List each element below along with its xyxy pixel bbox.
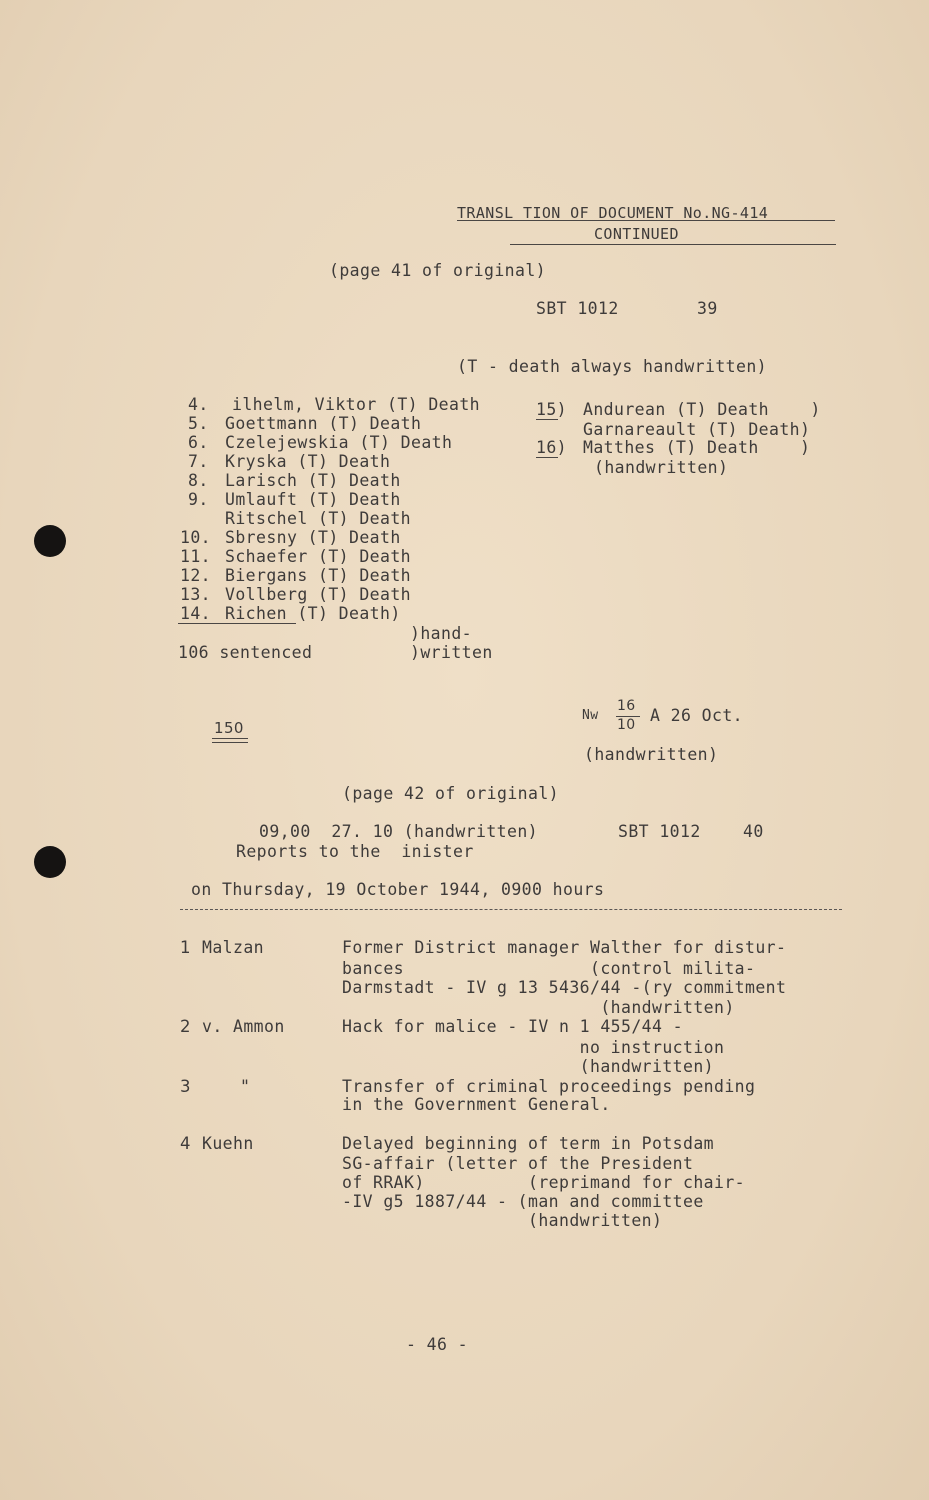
list-item: Ritschel (T) Death (225, 509, 412, 528)
item-number: 4 (180, 1134, 191, 1153)
list-number: 9. (188, 490, 209, 509)
nw-handwritten-note: (handwritten) (584, 745, 719, 764)
item-line: (handwritten) (342, 1211, 663, 1230)
document-subtitle: CONTINUED (594, 225, 679, 243)
list-number: 6. (188, 433, 209, 452)
item-line: in the Government General. (342, 1095, 611, 1114)
list-item: Vollberg (T) Death (225, 585, 412, 604)
list-number: 16) (536, 438, 568, 457)
list-number: 5. (188, 414, 209, 433)
tally-underline-1 (212, 738, 248, 739)
handwritten-note: (T - death always handwritten) (457, 357, 768, 376)
number-underline (536, 419, 558, 420)
tally-underline-2 (212, 742, 248, 743)
list-number: 4. (188, 395, 209, 414)
subtitle-underline (510, 244, 836, 245)
item-name: Kuehn (202, 1134, 254, 1153)
handwritten-bracket-2: )written (410, 643, 493, 662)
list-number: 10. (180, 528, 212, 547)
list-item: (handwritten) (594, 458, 729, 477)
number-underline (536, 457, 558, 458)
list-item: Biergans (T) Death (225, 566, 412, 585)
handwritten-bracket-1: )hand- (410, 624, 473, 643)
page-number: - 46 - (406, 1335, 469, 1354)
document-title: TRANSL TION OF DOCUMENT No.NG-414 (457, 204, 769, 222)
item-line: -IV g5 1887/44 - (man and committee (342, 1192, 704, 1211)
item-line: (handwritten) (342, 998, 735, 1017)
list-item: Umlauft (T) Death (225, 490, 401, 509)
list-item: Larisch (T) Death (225, 471, 401, 490)
item-name: Malzan (202, 938, 265, 957)
list-item: Kryska (T) Death (225, 452, 391, 471)
sentenced-count: 106 sentenced (178, 643, 313, 662)
nw-prefix: Nw (582, 708, 599, 723)
list-number: 14. (180, 604, 212, 623)
item-line: SG-affair (letter of the President (342, 1154, 694, 1173)
page-41-reference: (page 41 of original) (329, 261, 547, 280)
title-underline (457, 220, 835, 221)
item-line: no instruction (342, 1038, 725, 1057)
page-42-sbt-ref: SBT 1012 (618, 822, 701, 841)
item-name: v. Ammon (202, 1017, 285, 1036)
list-number: 12. (180, 566, 212, 585)
page-41-sbt-ref: SBT 1012 (536, 299, 619, 318)
list-underline (178, 623, 296, 624)
list-item: Sbresny (T) Death (225, 528, 401, 547)
list-number: 7. (188, 452, 209, 471)
page-42-reference: (page 42 of original) (342, 784, 560, 803)
nw-date: A 26 Oct. (650, 706, 744, 725)
item-line: (handwritten) (342, 1057, 715, 1076)
list-number: 13. (180, 585, 212, 604)
item-line: Darmstadt - IV g 13 5436/44 -(ry commitment (342, 978, 787, 997)
item-line: Hack for malice - IV n 1 455/44 - (342, 1017, 684, 1036)
list-item: Andurean (T) Death ) (583, 400, 821, 419)
item-line: Transfer of criminal proceedings pending (342, 1077, 756, 1096)
list-number: 15) (536, 400, 568, 419)
nw-fraction-bottom: 10 (617, 717, 636, 733)
list-number: 8. (188, 471, 209, 490)
item-line: Former District manager Walther for distur- (342, 938, 787, 957)
list-item: Czelejewskia (T) Death (225, 433, 453, 452)
item-number: 1 (180, 938, 191, 957)
list-item: Schaefer (T) Death (225, 547, 412, 566)
list-item: Matthes (T) Death ) (583, 438, 811, 457)
punch-hole-bottom (34, 846, 66, 878)
punch-hole-top (34, 525, 66, 557)
handwritten-tally: 150 (214, 719, 244, 737)
page-42-sbt-number: 40 (743, 822, 764, 841)
list-item: Richen (T) Death) (225, 604, 401, 623)
separator-dashed (180, 909, 842, 910)
list-item: Garnareault (T) Death) (583, 420, 811, 439)
item-line: of RRAK) (reprimand for chair- (342, 1173, 746, 1192)
item-name: " (240, 1077, 251, 1096)
list-item: ilhelm, Viktor (T) Death (232, 395, 481, 414)
item-number: 3 (180, 1077, 191, 1096)
item-line: bances (control milita- (342, 959, 756, 978)
date-line: on Thursday, 19 October 1944, 0900 hours (191, 880, 605, 899)
time-line: 09,00 27. 10 (handwritten) (259, 822, 539, 841)
item-number: 2 (180, 1017, 191, 1036)
list-number: 11. (180, 547, 212, 566)
report-line: Reports to the inister (236, 842, 474, 861)
nw-fraction-top: 16 (617, 698, 636, 714)
item-line: Delayed beginning of term in Potsdam (342, 1134, 715, 1153)
page-41-sbt-number: 39 (697, 299, 718, 318)
list-item: Goettmann (T) Death (225, 414, 422, 433)
